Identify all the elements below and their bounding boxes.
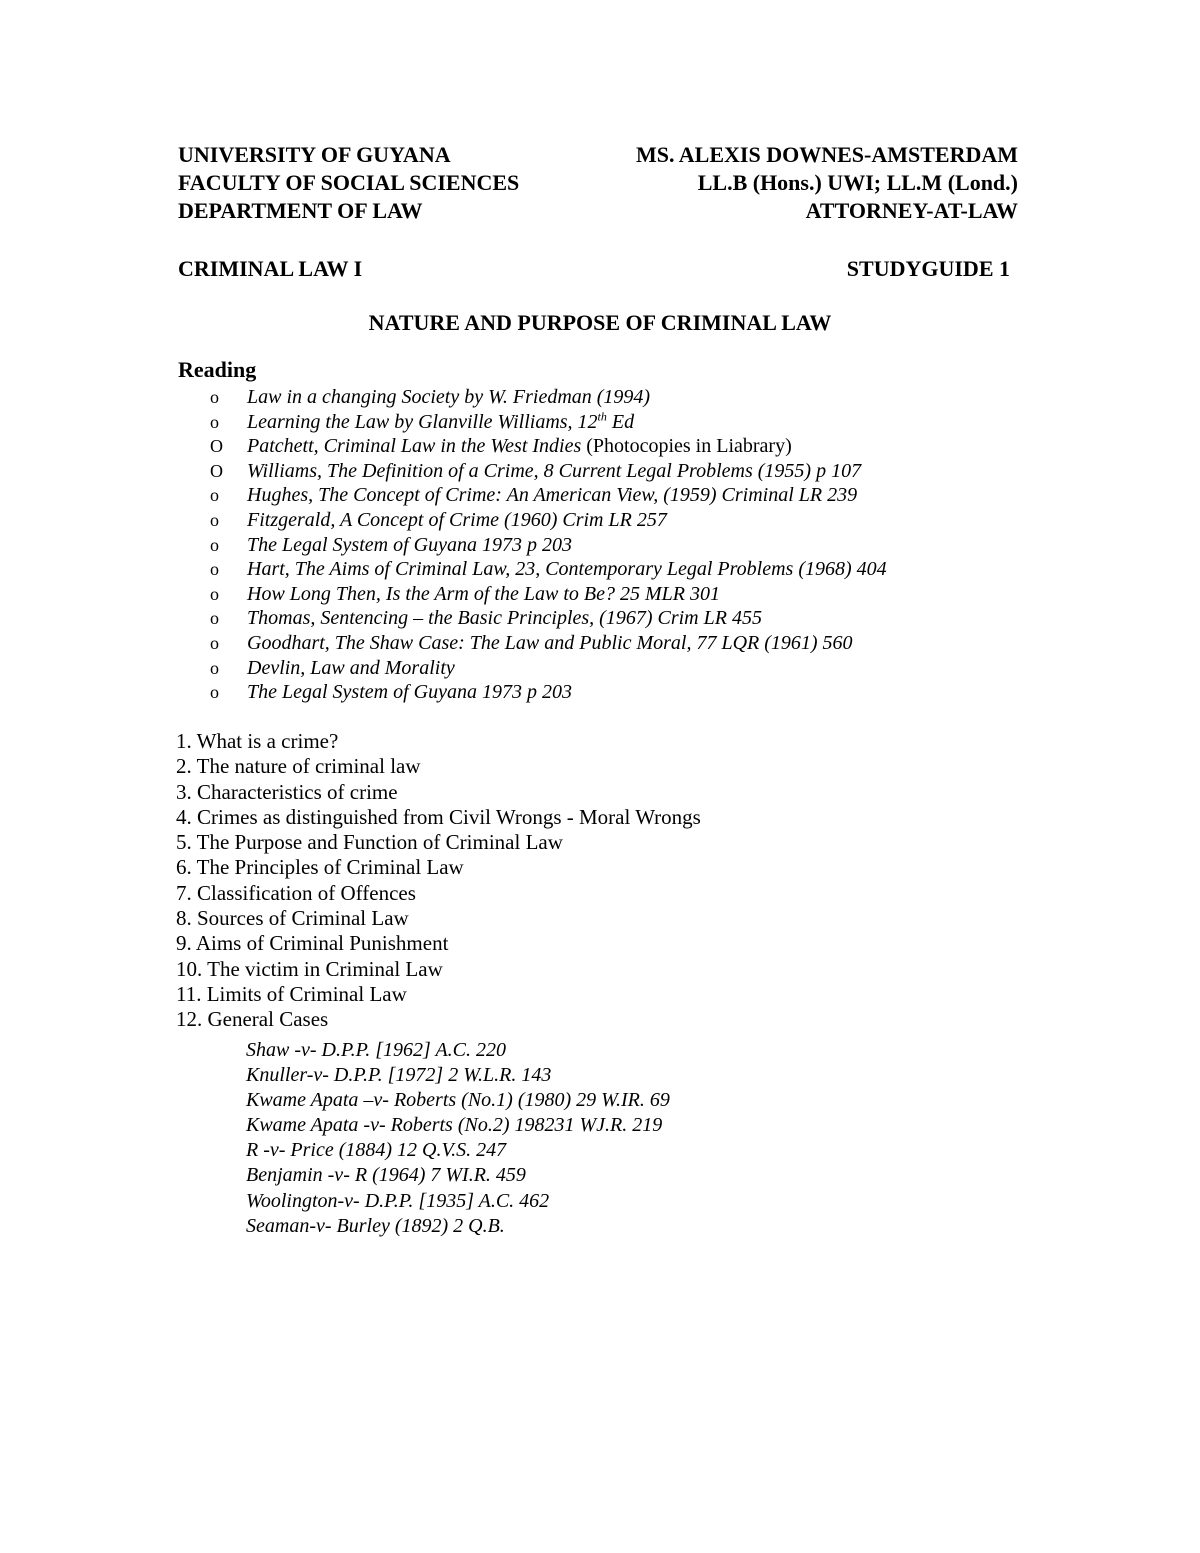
bullet-icon: o xyxy=(210,559,219,580)
bullet-icon: o xyxy=(210,583,219,604)
topic-item: 1. What is a crime? xyxy=(176,729,339,753)
reading-item-text xyxy=(247,434,792,458)
topic-item: 3. Characteristics of crime xyxy=(176,779,398,804)
reading-item-text xyxy=(247,410,634,434)
bullet-icon: o xyxy=(210,485,219,506)
reading-item-text: How Long Then, Is the Arm of the Law to Be? 25 MLR 301 xyxy=(247,582,720,605)
topic-item: 12. General Cases xyxy=(176,1007,329,1032)
bullet-icon: o xyxy=(210,608,219,629)
topic-item: 10. The victim in Criminal Law xyxy=(176,956,443,981)
case-item: Seaman-v- Burley (1892) 2 Q.B. xyxy=(246,1214,505,1237)
topic-item: 8. Sources of Criminal Law xyxy=(176,906,409,931)
bullet-icon: o xyxy=(210,411,219,432)
superscript: th xyxy=(597,408,607,423)
topic-item: 9. Aims of Criminal Punishment xyxy=(176,931,449,956)
reading-heading: Reading xyxy=(178,357,257,382)
case-item: Kwame Apata -v- Roberts (No.2) 198231 WJ.R. 219 xyxy=(246,1114,663,1137)
reading-item-text: Devlin, Law and Morality xyxy=(247,656,455,679)
author-block xyxy=(636,141,1018,225)
reading-item-text: Law in a changing Society by W. Friedman (1994) xyxy=(247,386,651,408)
study-guide-label: STUDYGUIDE 1 xyxy=(846,256,1010,281)
bullet-icon: o xyxy=(210,682,219,703)
topic-item: 7. Classification of Offences xyxy=(176,880,416,905)
bullet-icon: O xyxy=(210,460,223,481)
reading-item-main: Patchett, Criminal Law in the West Indies xyxy=(247,435,582,458)
reading-item-text: Hart, The Aims of Criminal Law, 23, Contemporary Legal Problems (1968) 404 xyxy=(247,558,887,581)
bullet-icon: o xyxy=(210,534,219,555)
course-name: CRIMINAL LAW I xyxy=(178,256,363,281)
bullet-icon: o xyxy=(210,632,219,653)
bullet-icon: o xyxy=(210,387,219,407)
case-item: Benjamin -v- R (1964) 7 WI.R. 459 xyxy=(246,1164,526,1187)
case-item: Woolington-v- D.P.P. [1935] A.C. 462 xyxy=(246,1189,550,1212)
reading-item-note: (Photocopies in Liabrary) xyxy=(581,435,792,458)
cases-list xyxy=(246,1038,670,1239)
bullet-icon: O xyxy=(210,436,223,457)
topic-item: 11. Limits of Criminal Law xyxy=(176,981,407,1006)
bullet-icon: o xyxy=(210,657,219,678)
author-name: MS. ALEXIS DOWNES-AMSTERDAM xyxy=(636,142,1018,167)
reading-item-text: Goodhart, The Shaw Case: The Law and Public Moral, 77 LQR (1961) 560 xyxy=(247,631,853,654)
department-name: DEPARTMENT OF LAW xyxy=(178,198,423,223)
reading-item-text: Thomas, Sentencing – the Basic Principles, (1967) Crim LR 455 xyxy=(247,607,762,630)
reading-item-main: Learning the Law by Glanville Williams, 12 xyxy=(247,410,598,433)
institution-block xyxy=(178,141,519,225)
university-name: UNIVERSITY OF GUYANA xyxy=(178,142,451,167)
case-item: Knuller-v- D.P.P. [1972] 2 W.L.R. 143 xyxy=(246,1064,552,1087)
author-qualifications: LL.B (Hons.) UWI; LL.M (Lond.) xyxy=(697,170,1018,195)
faculty-name: FACULTY OF SOCIAL SCIENCES xyxy=(178,170,520,195)
author-title: ATTORNEY-AT-LAW xyxy=(805,198,1018,223)
reading-item-text: The Legal System of Guyana 1973 p 203 xyxy=(247,681,572,704)
page-title: NATURE AND PURPOSE OF CRIMINAL LAW xyxy=(368,310,832,335)
topic-item: 6. The Principles of Criminal Law xyxy=(176,855,464,880)
case-item: Kwame Apata –v- Roberts (No.1) (1980) 29 W.IR. 69 xyxy=(246,1089,670,1112)
case-item: Shaw -v- D.P.P. [1962] A.C. 220 xyxy=(246,1039,507,1061)
case-item: R -v- Price (1884) 12 Q.V.S. 247 xyxy=(246,1139,507,1162)
topic-item: 5. The Purpose and Function of Criminal Law xyxy=(176,830,563,855)
topic-item: 2. The nature of criminal law xyxy=(176,754,421,779)
reading-item-text: Fitzgerald, A Concept of Crime (1960) Crim LR 257 xyxy=(247,508,667,531)
reading-item-text: Williams, The Definition of a Crime, 8 Current Legal Problems (1955) p 107 xyxy=(247,459,862,482)
reading-item-text: The Legal System of Guyana 1973 p 203 xyxy=(247,533,572,556)
topic-item: 4. Crimes as distinguished from Civil Wrongs - Moral Wrongs xyxy=(176,804,701,829)
reading-item-tail: Ed xyxy=(606,410,635,433)
topics-list xyxy=(176,728,701,1032)
bullet-icon: o xyxy=(210,509,219,530)
reading-item-text: Hughes, The Concept of Crime: An American View, (1959) Criminal LR 239 xyxy=(247,484,858,507)
